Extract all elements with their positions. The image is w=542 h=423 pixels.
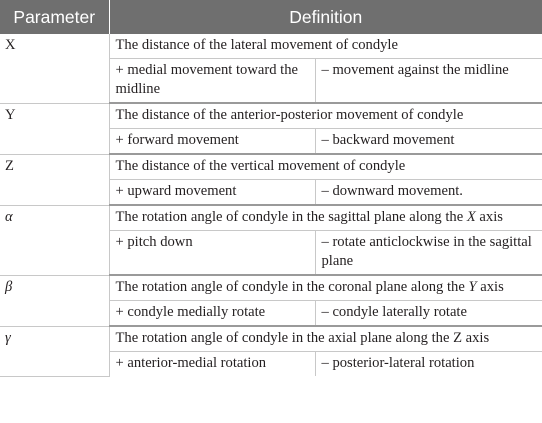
definition-gamma: The rotation angle of condyle in the axial plane along the Z axis: [109, 326, 542, 352]
definition-z: The distance of the vertical movement of condyle: [109, 154, 542, 180]
param-alpha: α: [0, 205, 109, 275]
table-row: [0, 103, 542, 129]
header-row: [0, 0, 542, 34]
table-row: [0, 34, 542, 59]
header-definition: Definition: [109, 0, 542, 34]
definition-alpha: [109, 205, 542, 231]
table-row: [0, 154, 542, 180]
table-row: [0, 326, 542, 352]
positive-x: + medial movement toward the midline: [109, 59, 315, 104]
positive-z: + upward movement: [109, 180, 315, 206]
negative-beta: – condyle laterally rotate: [315, 301, 542, 327]
definition-beta-suffix: axis: [476, 279, 504, 295]
negative-z: – downward movement.: [315, 180, 542, 206]
negative-x: – movement against the midline: [315, 59, 542, 104]
positive-beta: + condyle medially rotate: [109, 301, 315, 327]
definition-beta: [109, 275, 542, 301]
definition-x: The distance of the lateral movement of condyle: [109, 34, 542, 59]
definition-y: The distance of the anterior-posterior movement of condyle: [109, 103, 542, 129]
param-gamma: γ: [0, 326, 109, 376]
param-beta: β: [0, 275, 109, 326]
definition-alpha-axis: X: [466, 209, 476, 225]
positive-alpha: + pitch down: [109, 231, 315, 276]
header-parameter: Parameter: [0, 0, 109, 34]
param-y: Y: [0, 103, 109, 154]
negative-gamma: – posterior-lateral rotation: [321, 355, 475, 371]
positive-gamma: + anterior-medial rotation: [109, 352, 315, 377]
definition-alpha-prefix: The rotation angle of condyle in the sagittal plane along the: [115, 209, 467, 225]
positive-y: + forward movement: [109, 129, 315, 155]
definition-alpha-suffix: axis: [475, 209, 503, 225]
negative-y: – backward movement: [315, 129, 542, 155]
definition-beta-prefix: The rotation angle of condyle in the coronal plane along the: [115, 279, 469, 295]
table-row: [0, 205, 542, 231]
param-x: X: [0, 34, 109, 103]
table-row: [0, 275, 542, 301]
definition-beta-axis: Y: [468, 279, 477, 295]
negative-alpha: – rotate anticlockwise in the sagittal plane: [315, 231, 542, 276]
param-z: Z: [0, 154, 109, 205]
